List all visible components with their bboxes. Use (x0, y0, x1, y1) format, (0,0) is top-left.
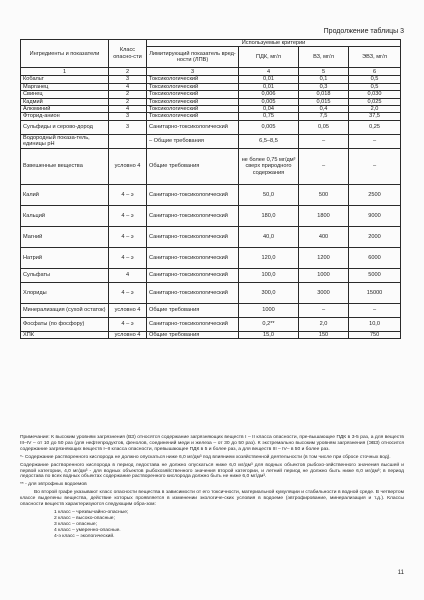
page-number: 11 (397, 570, 404, 576)
vz-cell: 1800 (299, 205, 349, 226)
ingredient-cell: Взвешенные вещества (21, 148, 109, 184)
ingredient-cell: Свинец (21, 91, 109, 98)
header-class: Класс опасно-сти (109, 40, 147, 68)
pdk-cell: 300,0 (239, 282, 299, 303)
ingredient-cell: Магний (21, 226, 109, 247)
pdk-cell: 0,01 (239, 76, 299, 83)
evz-cell: – (349, 134, 401, 148)
lpv-cell: Токсикологический (147, 106, 239, 113)
lpv-cell: Санитарно-токсикологический (147, 268, 239, 282)
col-number: 5 (299, 68, 349, 76)
pdk-cell: 1000 (239, 303, 299, 317)
lpv-cell: Общие требования (147, 148, 239, 184)
vz-cell: 0,4 (299, 106, 349, 113)
evz-cell: 37,5 (349, 113, 401, 120)
evz-cell: 0,025 (349, 98, 401, 105)
evz-cell: – (349, 148, 401, 184)
table-row (21, 205, 401, 226)
lpv-cell: – Общие требования (147, 134, 239, 148)
header-evz: ЭВЗ, мг/л (349, 47, 401, 68)
table-row (21, 98, 401, 105)
col-number: 3 (147, 68, 239, 76)
class-cell: условно 4 (109, 303, 147, 317)
pdk-cell: 50,0 (239, 184, 299, 205)
note-eutrophic: ** - для эвтрофных водоемов (20, 482, 87, 488)
table-row (21, 282, 401, 303)
note-classes-intro: Во второй графе указывают класс опасности вещества в зависимости от его токсичности, материальной кумуляции и стабильности в водной среде. В четвертом классе выделены вещества, действие которых проявляется в изменении экологиче-ских условия в водоеме (эвтрофирование, минерализация и т.д.). Классы опасности веществ характеризуются следующим обра-зом: (20, 490, 404, 508)
vz-cell: 3000 (299, 282, 349, 303)
ingredient-cell: Минерализация (сухой остаток) (21, 303, 109, 317)
vz-cell: 2,0 (299, 317, 349, 331)
ingredient-cell: Хлориды (21, 282, 109, 303)
table-row (21, 76, 401, 83)
vz-cell: 0,05 (299, 120, 349, 134)
lpv-cell: Санитарно-токсикологический (147, 317, 239, 331)
pdk-cell: 0,005 (239, 98, 299, 105)
evz-cell: 0,5 (349, 83, 401, 90)
pdk-cell: 180,0 (239, 205, 299, 226)
ingredient-cell: Алюминий (21, 106, 109, 113)
lpv-cell: Токсикологический (147, 76, 239, 83)
class-cell: 4 (109, 268, 147, 282)
vz-cell: – (299, 303, 349, 317)
evz-cell: 750 (349, 331, 401, 338)
class-cell: 4 (109, 106, 147, 113)
class-cell: условно 4 (109, 148, 147, 184)
class-cell: 4 – э (109, 282, 147, 303)
vz-cell: 1200 (299, 247, 349, 268)
class-item: 3 класс – опасные; (54, 521, 98, 527)
table-row (21, 106, 401, 113)
class-cell: 2 (109, 98, 147, 105)
ingredient-cell: Фторид-анион (21, 113, 109, 120)
class-cell: 4 – э (109, 184, 147, 205)
lpv-cell: Токсикологический (147, 113, 239, 120)
pdk-cell: 40,0 (239, 226, 299, 247)
ingredient-cell: Сульфаты (21, 268, 109, 282)
table-row (21, 120, 401, 134)
class-item: 4 класс – умеренно-опасные. (54, 527, 121, 533)
evz-cell: 9000 (349, 205, 401, 226)
ingredient-cell: Кальций (21, 205, 109, 226)
vz-cell: 7,5 (299, 113, 349, 120)
lpv-cell: Общие требования (147, 331, 239, 338)
vz-cell: 0,015 (299, 98, 349, 105)
class-cell: 4 – э (109, 205, 147, 226)
evz-cell: 5000 (349, 268, 401, 282)
col-number: 4 (239, 68, 299, 76)
note-oxygen-ice: Содержание растворенного кислорода в период ледостава не должно опускаться ниже 6,0 мг/дм³ для водных объектов рыбохо-зяйственного значения высшей и первой категории, 4,0 мг/дм³ - для водных объектов рыбохозяйственного значения второй категории, и летний период не должно быть ниже 6,0 мг/дм³; в период ледостава по всех водных объектах содержание растворенного кислорода должно быть не ниже 6,0 мг/дм³. (20, 462, 404, 480)
vz-cell: 400 (299, 226, 349, 247)
note-main: Примечание: К высоким уровням загрязнения (ВЗ) относятся содержание загрязняющих веществ I – II класса опасности, пре-вышающее ПДК в 3-5 раз, а для веществ III–IV – от 10 до 50 раз (для нефтепродуктов, фенолов, соединений меди и железа – от 30 до 50 раз). К экстремально высоким уровням загрязнения (ЭВЗ) относится содержание загрязняющих веществ I–II класса опасности, превышающее ПДК в 5 и более раз, а для веществ III – IV– в 50 и более раз. (20, 435, 404, 452)
class-item: 2 класс – высоко-опасные; (54, 515, 115, 521)
class-cell (109, 134, 147, 148)
table-row (21, 226, 401, 247)
table-row (21, 331, 401, 338)
vz-cell: 1000 (299, 268, 349, 282)
lpv-cell: Токсикологический (147, 91, 239, 98)
table-row (21, 91, 401, 98)
class-item: 4-э класс – экологический. (54, 533, 115, 539)
class-cell: 4 (109, 83, 147, 90)
pdk-cell: 0,04 (239, 106, 299, 113)
lpv-cell: Общие требования (147, 303, 239, 317)
ingredient-cell: Фосфаты (по фосфору) (21, 317, 109, 331)
header-lpv: Лимитирующий показатель вред-ности (ЛПВ) (147, 47, 239, 68)
vz-cell: 500 (299, 184, 349, 205)
table-row (21, 113, 401, 120)
class-cell: 3 (109, 76, 147, 83)
lpv-cell: Санитарно-токсикологический (147, 205, 239, 226)
pdk-cell: 0,005 (239, 120, 299, 134)
header-pdk: ПДК, мг/л (239, 47, 299, 68)
vz-cell: – (299, 134, 349, 148)
col-number: 6 (349, 68, 401, 76)
pdk-cell: 120,0 (239, 247, 299, 268)
table-row (21, 134, 401, 148)
table-row (21, 184, 401, 205)
table-row (21, 83, 401, 90)
table-row (21, 148, 401, 184)
class-cell: 3 (109, 120, 147, 134)
evz-cell: 2,0 (349, 106, 401, 113)
ingredient-cell: ХПК (21, 331, 109, 338)
ingredient-cell: Марганец (21, 83, 109, 90)
lpv-cell: Санитарно-токсикологический (147, 247, 239, 268)
class-cell: 3 (109, 113, 147, 120)
pdk-cell: 15,0 (239, 331, 299, 338)
col-number: 2 (109, 68, 147, 76)
pdk-cell: 0,006 (239, 91, 299, 98)
vz-cell: 0,1 (299, 76, 349, 83)
ingredient-cell: Сульфиды и серово-дород (21, 120, 109, 134)
ingredient-cell: Натрий (21, 247, 109, 268)
class-cell: 2 (109, 91, 147, 98)
evz-cell: 10,0 (349, 317, 401, 331)
table-row (21, 303, 401, 317)
evz-cell: 0,25 (349, 120, 401, 134)
continuation-title: Продолжение таблицы 3 (323, 28, 404, 35)
evz-cell: 15000 (349, 282, 401, 303)
pdk-cell: 0,2** (239, 317, 299, 331)
class-cell: 4 – э (109, 247, 147, 268)
evz-cell: 0,030 (349, 91, 401, 98)
col-number: 1 (21, 68, 109, 76)
ingredient-cell: Водородный показа-тель, единицы pH (21, 134, 109, 148)
ingredient-cell: Кобальт (21, 76, 109, 83)
evz-cell: 2000 (349, 226, 401, 247)
lpv-cell: Токсикологический (147, 98, 239, 105)
pdk-cell: 0,75 (239, 113, 299, 120)
note-oxygen: *- Содержание растворенного кислорода не должно опускаться ниже 6,0 мг/дм³ под влиянием хозяйственной деятельности (в том числе при сбросе сточных вод). (20, 454, 391, 460)
pdk-cell: 0,01 (239, 83, 299, 90)
table-row (21, 317, 401, 331)
lpv-cell: Санитарно-токсикологический (147, 184, 239, 205)
table-row (21, 247, 401, 268)
lpv-cell: Токсикологический (147, 83, 239, 90)
lpv-cell: Санитарно-токсикологический (147, 226, 239, 247)
class-item: 1 класс – чрезвычайно-опасные; (54, 509, 129, 515)
evz-cell: 0,5 (349, 76, 401, 83)
class-cell: 4 – э (109, 317, 147, 331)
pdk-cell: 6,5–8,5 (239, 134, 299, 148)
class-cell: условно 4 (109, 331, 147, 338)
ingredient-cell: Кадмий (21, 98, 109, 105)
header-criteria: Используемые критерии (147, 40, 401, 47)
evz-cell: 2500 (349, 184, 401, 205)
vz-cell: 0,3 (299, 83, 349, 90)
header-ingredient: Ингредиенты и показатели (21, 40, 109, 68)
lpv-cell: Санитарно-токсикологический (147, 120, 239, 134)
evz-cell: – (349, 303, 401, 317)
class-list (54, 510, 404, 540)
header-vz: ВЗ, мг/л (299, 47, 349, 68)
vz-cell: 150 (299, 331, 349, 338)
pollutant-criteria-table (20, 39, 401, 339)
lpv-cell: Санитарно-токсикологический (147, 282, 239, 303)
pdk-cell: не более 0,75 мг/дм³ сверх природного содержания (239, 148, 299, 184)
table-row (21, 268, 401, 282)
vz-cell: 0,018 (299, 91, 349, 98)
evz-cell: 6000 (349, 247, 401, 268)
vz-cell: – (299, 148, 349, 184)
pdk-cell: 100,0 (239, 268, 299, 282)
ingredient-cell: Калий (21, 184, 109, 205)
column-number-row (21, 68, 401, 76)
class-cell: 4 – э (109, 226, 147, 247)
notes-section (20, 435, 404, 540)
